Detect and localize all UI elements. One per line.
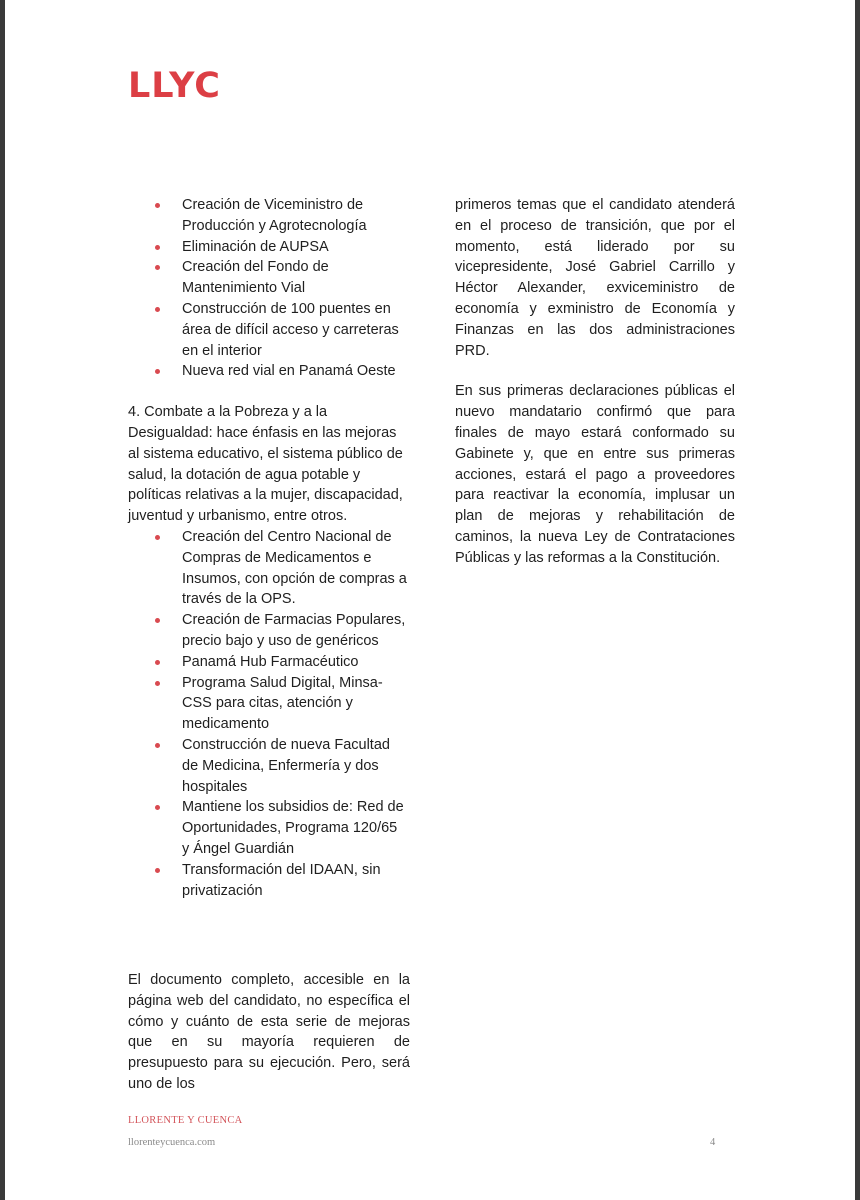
list-item-text: Nueva red vial en Panamá Oeste bbox=[182, 363, 396, 380]
footer-url: llorenteycuenca.com bbox=[128, 1137, 216, 1148]
list-item-text: Transformación del IDAAN, sin privatización bbox=[182, 861, 381, 899]
footer-company-name: LLORENTE Y CUENCA bbox=[128, 1115, 243, 1126]
list-item-text: Creación del Centro Nacional de Compras de Medicamentos e Insumos, con opción de compras a través de la OPS. bbox=[182, 528, 407, 608]
list-item bbox=[128, 860, 408, 902]
section-4-paragraph: 4. Combate a la Pobreza y a la Desigualdad: hace énfasis en las mejoras al sistema educativo, el sistema público de salud, la dotación de agua potable y políticas relativas a la mujer, discapacidad, juventud y urbanismo, entre otros. bbox=[128, 404, 403, 525]
bullet-icon bbox=[155, 743, 160, 748]
bullet-icon bbox=[155, 245, 160, 250]
declarations-paragraph: En sus primeras declaraciones públicas el nuevo mandatario confirmó que para finales de mayo estará conformado su Gabinete y, que en entre sus primeras acciones, estará el pago a proveedores para reactivar la economía, implusar un plan de mejoras y rehabilitación de caminos, la nueva Ley de Contrataciones Públicas y las reformas a la Constitución. bbox=[455, 383, 735, 566]
llyc-logo: LLYC bbox=[128, 66, 221, 106]
list-item-text: Eliminación de AUPSA bbox=[182, 238, 329, 255]
list-item bbox=[128, 195, 408, 237]
list-item bbox=[128, 673, 408, 735]
bullet-icon bbox=[155, 369, 160, 374]
list-item-text: Creación de Viceministro de Producción y Agrotecnología bbox=[182, 197, 367, 234]
bullet-list-health bbox=[128, 527, 408, 901]
left-column bbox=[128, 195, 408, 901]
list-item bbox=[128, 299, 408, 361]
bullet-icon bbox=[155, 660, 160, 665]
list-item bbox=[128, 735, 408, 797]
list-item-text: Mantiene los subsidios de: Red de Oportunidades, Programa 120/65 y Ángel Guardián bbox=[182, 799, 404, 857]
list-item-text: Programa Salud Digital, Minsa-CSS para citas, atención y medicamento bbox=[182, 674, 383, 733]
bullet-icon bbox=[155, 805, 160, 810]
bullet-icon bbox=[155, 535, 160, 540]
list-item-text: Creación de Farmacias Populares, precio bajo y uso de genéricos bbox=[182, 612, 406, 649]
list-item bbox=[128, 652, 408, 673]
list-item-text: Construcción de nueva Facultad de Medicina, Enfermería y dos hospitales bbox=[182, 736, 390, 795]
bullet-icon bbox=[155, 868, 160, 873]
list-item bbox=[128, 610, 408, 652]
list-item bbox=[128, 797, 408, 859]
list-item bbox=[128, 527, 408, 610]
bullet-icon bbox=[155, 681, 160, 686]
list-item-text: Creación del Fondo de Mantenimiento Vial bbox=[182, 259, 329, 297]
list-item bbox=[128, 237, 408, 258]
bullet-icon bbox=[155, 265, 160, 270]
right-column bbox=[455, 195, 735, 569]
bullet-icon bbox=[155, 307, 160, 312]
list-item-text: Construcción de 100 puentes en área de difícil acceso y carreteras en el interior bbox=[182, 300, 399, 359]
list-item bbox=[128, 361, 408, 382]
bullet-icon bbox=[155, 203, 160, 208]
closing-paragraph: El documento completo, accesible en la página web del candidato, no específica el cómo y cuánto de esta serie de mejoras que en su mayoría requieren de presupuesto para su ejecución. Pero, será uno de los bbox=[128, 972, 410, 1092]
list-item bbox=[128, 257, 408, 299]
bullet-list-infrastructure bbox=[128, 195, 408, 382]
bullet-icon bbox=[155, 618, 160, 623]
page-number: 4 bbox=[710, 1137, 716, 1148]
document-page bbox=[5, 0, 855, 1200]
transition-paragraph: primeros temas que el candidato atenderá en el proceso de transición, que por el momento, está liderado por su vicepresidente, José Gabriel Carrillo y Héctor Alexander, exviceministro de economía y exministro de Economía y Finanzas en las dos administraciones PRD. bbox=[455, 197, 735, 359]
list-item-text: Panamá Hub Farmacéutico bbox=[182, 653, 359, 670]
